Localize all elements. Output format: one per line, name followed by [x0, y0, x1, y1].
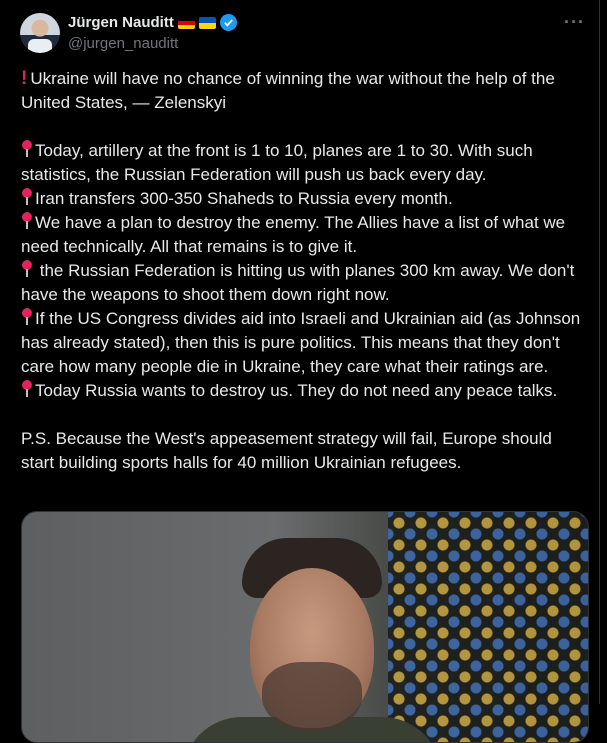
author-name[interactable]: Jürgen Nauditt	[68, 14, 174, 31]
author-avatar[interactable]	[20, 13, 60, 53]
point-text: Iran transfers 300-350 Shaheds to Russia every month.	[35, 189, 453, 208]
author-handle[interactable]: @jurgen_nauditt	[68, 35, 179, 52]
round-pushpin-icon	[21, 260, 33, 278]
round-pushpin-icon	[21, 380, 33, 398]
tweet-media-video[interactable]	[21, 511, 589, 743]
point-text: Today Russia wants to destroy us. They do not need any peace talks.	[35, 381, 558, 400]
red-exclamation-icon: !	[21, 68, 28, 89]
point-text: the Russian Federation is hitting us with planes 300 km away. We don't have the weapons to shoot them down right now.	[21, 261, 575, 304]
point-text: If the US Congress divides aid into Israeli and Ukrainian aid (as Johnson has already stated), then this is pure politics. This means that they don't care how many people die in Ukraine, they care what their ratings are.	[21, 309, 581, 376]
more-options-icon[interactable]: ···	[564, 12, 585, 32]
tweet-text	[21, 67, 587, 475]
point-text: Today, artillery at the front is 1 to 10, planes are 1 to 30. With such statistics, the Russian Federation will push us back every day.	[21, 141, 533, 184]
round-pushpin-icon	[21, 188, 33, 206]
intro-text: Ukraine will have no chance of winning the war without the help of the United States, — Zelenskyi	[21, 69, 555, 112]
author-name-row	[68, 14, 237, 31]
point-1	[21, 139, 587, 187]
speaker-beard	[262, 662, 362, 732]
point-5	[21, 307, 587, 379]
round-pushpin-icon	[21, 212, 33, 230]
round-pushpin-icon	[21, 308, 33, 326]
point-3	[21, 211, 587, 259]
tweet-intro	[21, 67, 587, 115]
point-2	[21, 187, 587, 211]
verified-badge-icon[interactable]	[220, 14, 237, 31]
round-pushpin-icon	[21, 140, 33, 158]
ukraine-flag-icon	[199, 17, 216, 29]
tweet-ps: P.S. Because the West's appeasement strategy will fail, Europe should start building sports halls for 40 million Ukrainian refugees.	[21, 429, 552, 472]
point-4	[21, 259, 587, 307]
point-text: We have a plan to destroy the enemy. The Allies have a list of what we need technically. All that remains is to give it.	[21, 213, 566, 256]
avatar-shirt	[28, 39, 52, 53]
background-badges	[388, 512, 588, 742]
germany-flag-icon	[178, 17, 195, 29]
point-6	[21, 379, 587, 403]
